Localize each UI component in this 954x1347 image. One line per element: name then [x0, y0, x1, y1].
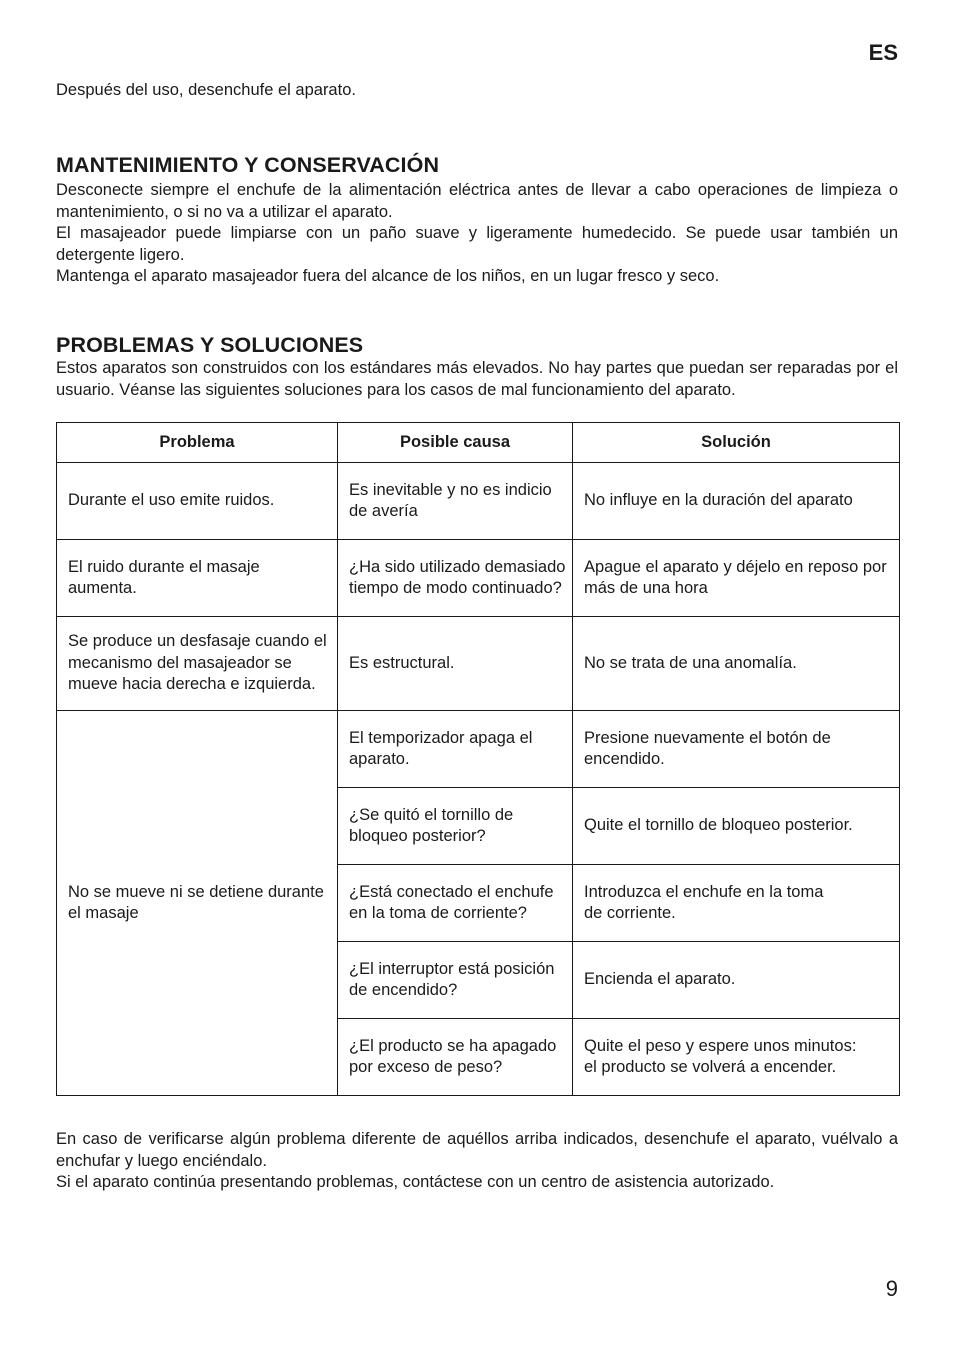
header-problem: Problema — [57, 423, 338, 463]
cause-cell: ¿Se quitó el tornillo de bloqueo posterior? — [338, 788, 573, 865]
maintenance-paragraph: El masajeador puede limpiarse con un paño suave y ligeramente humedecido. Se puede usar también un detergente ligero. — [56, 224, 898, 264]
problem-cell: No se mueve ni se detiene durante el masaje — [57, 711, 338, 1096]
solution-cell: No se trata de una anomalía. — [573, 617, 900, 711]
maintenance-paragraph: Mantenga el aparato masajeador fuera del alcance de los niños, en un lugar fresco y seco. — [56, 267, 720, 285]
cause-cell: Es estructural. — [338, 617, 573, 711]
language-label: ES — [868, 40, 898, 65]
solution-cell: Encienda el aparato. — [573, 942, 900, 1019]
cause-cell: El temporizador apaga el aparato. — [338, 711, 573, 788]
problem-cell: Durante el uso emite ruidos. — [57, 463, 338, 540]
solution-line: el producto se volverá a encender. — [584, 1058, 837, 1076]
table-row — [57, 463, 900, 540]
solution-line: Quite el peso y espere unos minutos: — [584, 1036, 857, 1055]
table-row — [57, 540, 900, 617]
cause-cell: ¿El producto se ha apagado por exceso de peso? — [338, 1019, 573, 1096]
cause-line: en la toma de corriente? — [349, 904, 527, 922]
maintenance-paragraph: Desconecte siempre el enchufe de la alimentación eléctrica antes de llevar a cabo operaciones de limpieza o mantenimiento, o si no va a utilizar el aparato. — [56, 181, 898, 221]
footer-paragraph: En caso de verificarse algún problema diferente de aquéllos arriba indicados, desenchufe el aparato, vuélvalo a enchufar y luego enciéndalo. — [56, 1130, 898, 1170]
cause-cell: Es inevitable y no es indicio de avería — [338, 463, 573, 540]
problem-cell: Se produce un desfasaje cuando el mecanismo del masajeador se mueve hacia derecha e izquierda. — [57, 617, 338, 711]
footer-text — [56, 1129, 898, 1194]
solution-cell — [573, 865, 900, 942]
troubleshooting-table — [56, 422, 900, 1096]
solution-line: de corriente. — [584, 904, 676, 922]
header-cause: Posible causa — [338, 423, 573, 463]
cause-cell — [338, 865, 573, 942]
table-row — [57, 617, 900, 711]
table-row — [57, 711, 900, 788]
problems-title: PROBLEMAS Y SOLUCIONES — [56, 333, 364, 357]
footer-paragraph: Si el aparato continúa presentando problemas, contáctese con un centro de asistencia autorizado. — [56, 1173, 775, 1191]
cause-cell: ¿El interruptor está posición de encendido? — [338, 942, 573, 1019]
solution-cell: No influye en la duración del aparato — [573, 463, 900, 540]
problems-paragraph: Estos aparatos son construidos con los estándares más elevados. No hay partes que puedan ser reparadas por el usuario. Véanse las siguientes soluciones para los casos de mal funcionamiento del aparato. — [56, 359, 898, 399]
cause-line: ¿Está conectado el enchufe — [349, 882, 554, 901]
intro-text: Después del uso, desenchufe el aparato. — [56, 81, 356, 99]
solution-cell — [573, 1019, 900, 1096]
maintenance-title: MANTENIMIENTO Y CONSERVACIÓN — [56, 153, 440, 177]
cause-cell: ¿Ha sido utilizado demasiado tiempo de modo continuado? — [338, 540, 573, 617]
problems-intro — [56, 358, 898, 401]
page-number: 9 — [885, 1276, 898, 1301]
solution-cell: Presione nuevamente el botón de encendido. — [573, 711, 900, 788]
maintenance-text — [56, 180, 898, 288]
solution-cell: Apague el aparato y déjelo en reposo por más de una hora — [573, 540, 900, 617]
header-solution: Solución — [573, 423, 900, 463]
problem-cell: El ruido durante el masaje aumenta. — [57, 540, 338, 617]
solution-cell: Quite el tornillo de bloqueo posterior. — [573, 788, 900, 865]
solution-line: Introduzca el enchufe en la toma — [584, 882, 824, 901]
table-header-row — [57, 423, 900, 463]
